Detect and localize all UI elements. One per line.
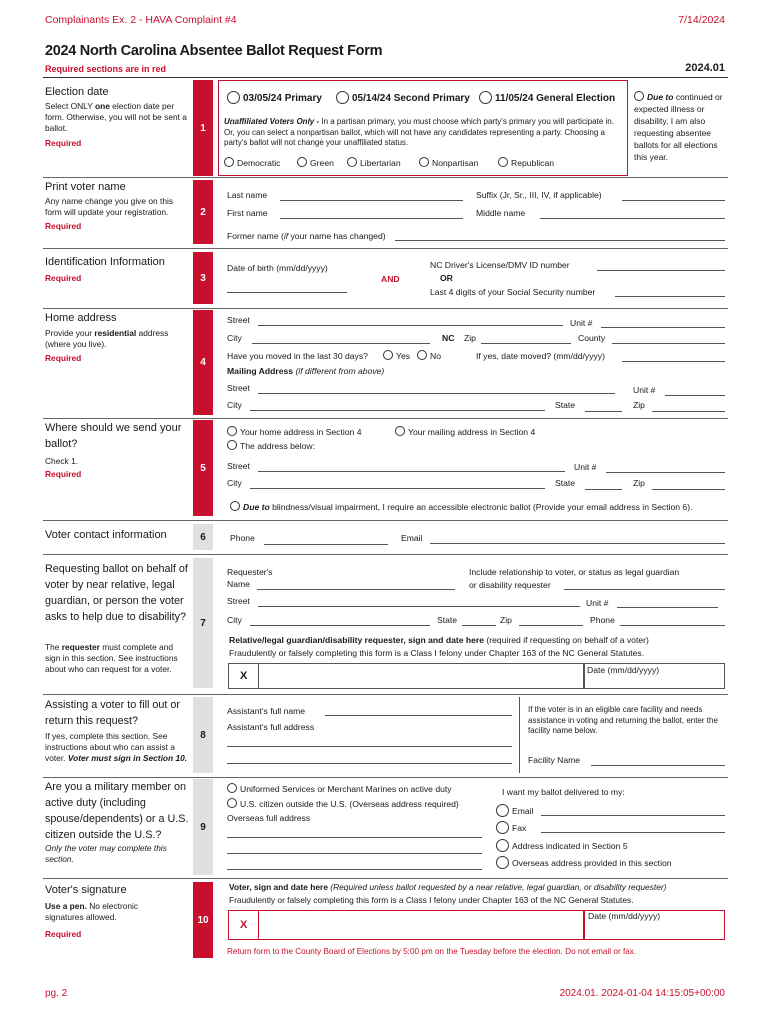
s5-zip-field[interactable] (652, 489, 725, 490)
assistant-name-field[interactable] (325, 715, 512, 716)
s7-zip-field[interactable] (519, 625, 583, 626)
s5-street-label: Street (227, 461, 250, 471)
middle-name-field[interactable] (540, 218, 725, 219)
s3-title: Identification Information (45, 256, 165, 268)
dl-label: NC Driver's License/DMV ID number (430, 260, 570, 270)
deliver-email-field[interactable] (541, 815, 725, 816)
mail-state-field[interactable] (585, 411, 622, 412)
s9-title: Are you a military member on active duty (including spouse/dependents) or a U.S. citizen outside the U.S.? (45, 781, 189, 841)
radio-icon[interactable] (498, 157, 508, 167)
former-name-field[interactable] (395, 240, 725, 241)
s7-unit-field[interactable] (617, 607, 718, 608)
s10-signature-box[interactable] (228, 910, 584, 940)
s4-desc: Provide your residential address (where you live). (45, 328, 169, 349)
s6-number: 6 (193, 524, 213, 550)
unaffiliated-note: Unaffiliated Voters Only - In a partisan primary, you must choose which party's primary you will participate in. Or, you can select a nonpartisan ballot, which will not have any candidates representing a party. Choosing a party's ballot will not change your unaffiliated status. (224, 117, 614, 147)
street-label: Street (227, 315, 250, 325)
s5-city-field[interactable] (250, 488, 545, 489)
overseas-address-label: Overseas full address (227, 813, 311, 823)
s7-unit-label: Unit # (586, 598, 609, 608)
county-label: County (578, 333, 606, 343)
mailing-label: Mailing Address (if different from above) (227, 366, 385, 376)
due-to-illness[interactable]: Due to continued or expected illness or disability, I am also requesting absentee ballots for all elections this year. (634, 92, 723, 162)
overseas-line-3[interactable] (227, 869, 482, 870)
county-field[interactable] (612, 343, 725, 344)
overseas-line-1[interactable] (227, 837, 482, 838)
deliver-section5[interactable]: Address indicated in Section 5 (496, 839, 628, 852)
page-number: pg. 2 (45, 988, 68, 999)
mail-street-label: Street (227, 383, 250, 393)
opt-general[interactable]: 11/05/24 General Election (479, 91, 615, 104)
last-name-field[interactable] (280, 200, 463, 201)
overseas-line-2[interactable] (227, 853, 482, 854)
s5-street-field[interactable] (258, 471, 565, 472)
radio-icon[interactable] (383, 350, 393, 360)
radio-icon[interactable] (297, 157, 307, 167)
s3-number: 3 (193, 252, 213, 304)
send-mailing[interactable]: Your mailing address in Section 4 (395, 426, 535, 437)
dl-field[interactable] (597, 270, 725, 271)
s2-title: Print voter name (45, 181, 126, 193)
s10-sign-instruction: Voter, sign and date here (Required unless ballot requested by a near relative, legal guardian, or disability requester) (229, 882, 667, 892)
party-nonpartisan[interactable]: Nonpartisan (419, 157, 478, 168)
mail-unit-label: Unit # (633, 385, 656, 395)
s7-city-field[interactable] (250, 625, 430, 626)
mail-state-label: State (555, 400, 576, 410)
send-below[interactable]: The address below: (227, 440, 315, 451)
s2-desc: Any name change you give on this form will update your registration. (45, 196, 174, 217)
s1-title: Election date (45, 86, 109, 98)
mail-city-field[interactable] (250, 410, 545, 411)
s7-street-label: Street (227, 596, 250, 606)
s5-desc: Check 1. (45, 456, 79, 466)
ssn-field[interactable] (615, 296, 725, 297)
s7-city-label: City (227, 615, 242, 625)
dob-field[interactable] (227, 292, 347, 293)
radio-icon[interactable] (227, 798, 237, 808)
s1-number: 1 (193, 80, 213, 176)
radio-icon[interactable] (634, 91, 644, 101)
mail-city-label: City (227, 400, 242, 410)
s1-desc: Select ONLY one election date per form. Otherwise, you will not be sent a ballot. (45, 101, 187, 133)
s8-number: 8 (193, 697, 213, 773)
moved-date-field[interactable] (622, 361, 725, 362)
suffix-field[interactable] (622, 200, 725, 201)
s7-state-field[interactable] (462, 625, 496, 626)
nc-label: NC (442, 333, 455, 343)
and-label: AND (381, 274, 400, 284)
deliver-overseas[interactable]: Overseas address provided in this section (496, 856, 672, 869)
s9-desc: Only the voter may complete this section. (45, 843, 167, 864)
facility-name-field[interactable] (591, 765, 725, 766)
s7-number: 7 (193, 558, 213, 688)
mail-unit-field[interactable] (665, 395, 725, 396)
s7-signature-x: X (240, 670, 248, 682)
citizen-overseas-option[interactable]: U.S. citizen outside the U.S. (Overseas address required) (227, 798, 459, 809)
radio-icon[interactable] (347, 157, 357, 167)
s10-signature-x: X (240, 919, 248, 931)
s6-title: Voter contact information (45, 529, 167, 541)
email-label: Email (401, 533, 423, 543)
s7-street-field[interactable] (258, 606, 580, 607)
return-note: Return form to the County Board of Elections by 5:00 pm on the Tuesday before the election. Do not email or fax. (227, 947, 637, 956)
s5-state-field[interactable] (585, 489, 622, 490)
radio-icon[interactable] (496, 804, 509, 817)
accessible-ballot-option[interactable]: Due to blindness/visual impairment, I require an accessible electronic ballot (Provide your email address in Section 6). (230, 501, 692, 512)
party-republican[interactable]: Republican (498, 157, 554, 168)
s7-desc: The requester must complete and sign in this section. See instructions about who can request for a voter. (45, 642, 178, 674)
radio-icon[interactable] (227, 440, 237, 450)
assistant-address-line-1[interactable] (227, 746, 512, 747)
s4-number: 4 (193, 310, 213, 415)
radio-icon[interactable] (496, 821, 509, 834)
required-note: Required sections are in red (45, 64, 167, 74)
phone-label: Phone (230, 533, 255, 543)
radio-icon[interactable] (336, 91, 349, 104)
s2-required: Required (45, 221, 82, 231)
party-libertarian[interactable]: Libertarian (347, 157, 401, 168)
s10-date-label: Date (mm/dd/yyyy) (588, 911, 661, 921)
requester-label: Requester's (227, 567, 273, 577)
assistant-address-label: Assistant's full address (227, 722, 315, 732)
header-date: 7/14/2024 (678, 14, 725, 26)
s5-city-label: City (227, 478, 242, 488)
party-green[interactable]: Green (297, 157, 334, 168)
s8-title: Assisting a voter to fill out or return this request? (45, 699, 181, 727)
last-name-label: Last name (227, 190, 268, 200)
opt-second-primary[interactable]: 05/14/24 Second Primary (336, 91, 470, 104)
mail-street-field[interactable] (258, 393, 615, 394)
relation-field[interactable] (564, 589, 725, 590)
unit-field[interactable] (601, 327, 725, 328)
footer-stamp: 2024.01. 2024-01-04 14:15:05+00:00 (559, 988, 725, 999)
radio-icon[interactable] (230, 501, 240, 511)
deliver-label: I want my ballot delivered to my: (502, 787, 625, 797)
radio-icon[interactable] (227, 783, 237, 793)
s2-number: 2 (193, 180, 213, 244)
facility-name-label: Facility Name (528, 755, 581, 765)
moved-yes[interactable]: Yes (383, 350, 410, 361)
s7-state-label: State (437, 615, 458, 625)
s9-number: 9 (193, 779, 213, 875)
radio-icon[interactable] (227, 426, 237, 436)
s7-phone-label: Phone (590, 615, 615, 625)
city-field[interactable] (252, 343, 430, 344)
uniformed-option[interactable]: Uniformed Services or Merchant Marines on active duty (227, 783, 452, 794)
s5-state-label: State (555, 478, 576, 488)
ssn-label: Last 4 digits of your Social Security number (430, 287, 596, 297)
unit-label: Unit # (570, 318, 593, 328)
party-democratic[interactable]: Democratic (224, 157, 280, 168)
s10-felony-note: Fraudulently or falsely completing this form is a Class I felony under Chapter 163 of the NC General Statutes. (229, 895, 634, 905)
radio-icon[interactable] (224, 157, 234, 167)
s8-desc: If yes, complete this section. See instructions about who can assist a voter. Voter must sign in Section 10. (45, 731, 188, 763)
deliver-fax[interactable]: Fax (496, 821, 526, 834)
s1-required: Required (45, 138, 82, 148)
s7-title: Requesting ballot on behalf of voter by near relative, legal guardian, or person the voter asks to help due to disability? (45, 563, 188, 623)
street-field[interactable] (258, 325, 563, 326)
form-title: 2024 North Carolina Absentee Ballot Request Form (45, 43, 383, 59)
relation-label: Include relationship to voter, or status as legal guardian (469, 567, 680, 577)
email-field[interactable] (430, 543, 725, 544)
relation2-label: or disability requester (469, 580, 551, 590)
s7-sign-instruction: Relative/legal guardian/disability requester, sign and date here (required if requesting on behalf of a voter) (229, 635, 649, 645)
s5-unit-field[interactable] (606, 472, 725, 473)
radio-icon[interactable] (479, 91, 492, 104)
first-name-label: First name (227, 208, 268, 218)
radio-icon[interactable] (496, 839, 509, 852)
opt-primary[interactable]: 03/05/24 Primary (227, 91, 322, 104)
radio-icon[interactable] (496, 856, 509, 869)
s10-desc: Use a pen. No electronic signatures allowed. (45, 901, 139, 922)
moved-no[interactable]: No (417, 350, 441, 361)
moved-label: Have you moved in the last 30 days? (227, 351, 368, 361)
city-label: City (227, 333, 242, 343)
s5-unit-label: Unit # (574, 462, 597, 472)
s5-title: Where should we send your ballot? (45, 422, 182, 450)
facility-note: If the voter is in an eligible care facility and needs assistance in voting and returning the ballot, enter the facility name below. (528, 705, 718, 735)
s10-number: 10 (193, 882, 213, 958)
assistant-name-label: Assistant's full name (227, 706, 306, 716)
s7-zip-label: Zip (500, 615, 512, 625)
exhibit-header: Complainants Ex. 2 - HAVA Complaint #4 (45, 14, 237, 26)
deliver-fax-field[interactable] (541, 832, 725, 833)
radio-icon[interactable] (417, 350, 427, 360)
s7-felony-note: Fraudulently or falsely completing this form is a Class I felony under Chapter 163 of the NC General Statutes. (229, 648, 645, 658)
dob-label: Date of birth (mm/dd/yyyy) (227, 263, 328, 273)
s7-date-label: Date (mm/dd/yyyy) (587, 665, 660, 675)
s4-title: Home address (45, 312, 117, 324)
zip-field[interactable] (481, 343, 571, 344)
radio-icon[interactable] (419, 157, 429, 167)
s4-required: Required (45, 353, 82, 363)
s10-title: Voter's signature (45, 884, 127, 896)
deliver-email[interactable]: Email (496, 804, 534, 817)
s7-signature-box[interactable] (228, 663, 584, 689)
requester-name-field[interactable] (257, 589, 455, 590)
first-name-field[interactable] (280, 218, 463, 219)
s10-required: Required (45, 929, 82, 939)
zip-label: Zip (464, 333, 476, 343)
s7-phone-field[interactable] (620, 625, 725, 626)
s5-number: 5 (193, 420, 213, 516)
moved-date-label: If yes, date moved? (mm/dd/yyyy) (476, 351, 605, 361)
or-label: OR (440, 273, 453, 283)
s5-required: Required (45, 469, 82, 479)
former-name-label: Former name (if your name has changed) (227, 231, 386, 241)
mail-zip-field[interactable] (652, 411, 725, 412)
assistant-address-line-2[interactable] (227, 763, 512, 764)
radio-icon[interactable] (227, 91, 240, 104)
send-home[interactable]: Your home address in Section 4 (227, 426, 362, 437)
s5-zip-label: Zip (633, 478, 645, 488)
suffix-label: Suffix (Jr, Sr., III, IV, if applicable) (476, 190, 602, 200)
requester-name-label: Name (227, 579, 250, 589)
s3-required: Required (45, 273, 82, 283)
mail-zip-label: Zip (633, 400, 645, 410)
radio-icon[interactable] (395, 426, 405, 436)
middle-name-label: Middle name (476, 208, 526, 218)
phone-field[interactable] (264, 544, 388, 545)
form-version: 2024.01 (685, 62, 725, 74)
